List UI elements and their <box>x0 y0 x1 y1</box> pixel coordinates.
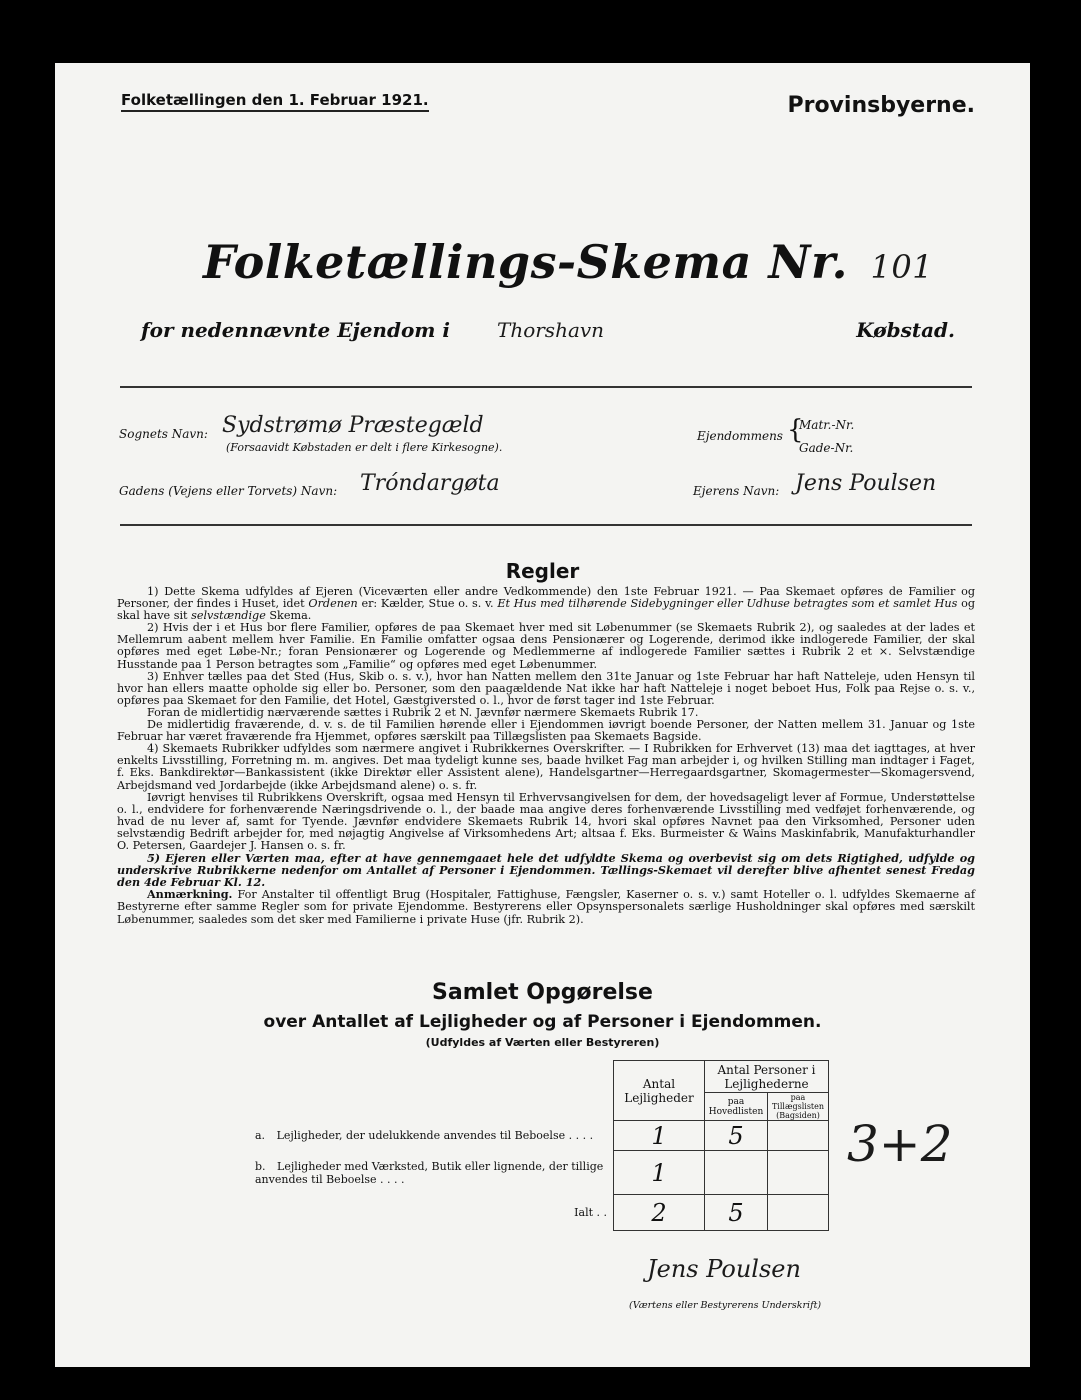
note-paragraph <box>117 888 975 925</box>
rule-2: 2) Hvis der i et Hus bor flere Familier, opføres de paa Skemaet hver med sit Løbenummer (se Skemaets Rubrik 2), og saaledes at der lades et Mellemrum aabent mellem hver Familie. En Familie omfatter ogsaa dens Pensionærer og Logerende, derimod ikke indlogerede Familier, der skal opføres med eget Løbe-Nr.; foran Pensionærer og Logerende og Medlemmerne af indlogerede Familier sættes i Rubrik 2 et ×. Selvstændige Husstande paa 1 Person betragtes som „Familie“ og opføres med eget Løbenummer. <box>117 621 975 671</box>
owner-label: Ejerens Navn: <box>693 484 780 498</box>
form-title-text: Folketællings-Skema Nr. <box>203 235 848 289</box>
row-a-main-list: 5 <box>705 1121 768 1151</box>
rule-1: 1) Dette Skema udfyldes af Ejeren (Viceværten eller andre Vedkommende) den 1ste Februar 1921. — Paa Skemaet opføres de Familier og Personer, der findes i Huset, idet Ordenen er: Kælder, Stue o. s. v. Et Hus med tilhørende Sidebygninger eller Udhuse betragtes som et samlet Hus og skal have sit selvstændige Skema. <box>117 585 975 623</box>
row-b-apartments: 1 <box>614 1151 705 1195</box>
divider-middle <box>120 524 972 526</box>
rule-5: 5) Ejeren eller Værten maa, efter at have gennemgaaet hele det udfyldte Skema og overbevist sig om dets Rigtighed, udfylde og underskrive Rubrikkerne nedenfor om Antallet af Personer i Ejendommen. Tællings-Skemaet vil derefter blive afhentet senest Fredag den 4de Februar Kl. 12. <box>117 851 975 890</box>
rule-3b: Foran de midlertidig nærværende sættes i Rubrik 2 et N. Jævnfør nærmere Skemaets Rubrik 17. <box>147 705 699 719</box>
region-header: Provinsbyerne. <box>787 93 975 118</box>
divider-top <box>120 386 972 388</box>
rule-4b: Iøvrigt henvises til Rubrikkens Overskrift, ogsaa med Hensyn til Erhvervsangivelsen for dem, der hovedsageligt lever af Formue, Understøttelse o. l., endvidere for forhenværende Næringsdrivende o. l., der baade maa angive deres forhenværende Livsstilling med vedføjet forhenværende, og hvad de nu lever af, samt for Tyende. Jævnfør endvidere Skemaets Rubrik 14, hvori skal opføres Navnet paa den Virksomhed, Personer uden selvstændig Bedrift arbejder for, med nøjagtig Angivelse af Virksomhedens Art; altsaa f. Eks. Burmeister & Wains Maskinfabrik, Manufakturhandler O. Petersen, Gaardejer J. Hansen o. s. fr. <box>117 790 975 852</box>
row-a-supplement <box>768 1121 829 1151</box>
gade-label: Gade-Nr. <box>799 441 854 455</box>
signature: Jens Poulsen <box>647 1255 801 1283</box>
row-a-apartments: 1 <box>614 1121 705 1151</box>
col-header-persons: Antal Personer i Lejlighederne <box>705 1061 829 1093</box>
total-supplement <box>768 1195 829 1231</box>
property-label: Ejendommens <box>697 429 783 443</box>
form-title <box>203 235 933 289</box>
parish-value: Sydstrømø Præstegæld <box>222 413 484 438</box>
rules-heading: Regler <box>505 559 580 583</box>
summary-note: (Udfyldes af Værten eller Bestyreren) <box>425 1036 660 1049</box>
property-subline <box>141 318 604 342</box>
row-b-supplement <box>768 1151 829 1195</box>
matr-label: Matr.-Nr. <box>799 418 855 432</box>
note-label: Anmærkning. <box>147 887 233 902</box>
parish-label: Sognets Navn: <box>119 427 208 441</box>
census-date-header: Folketællingen den 1. Februar 1921. <box>121 91 429 112</box>
rule-3: 3) Enhver tælles paa det Sted (Hus, Skib o. s. v.), hvor han Natten mellem den 31te Januar og 1ste Februar har haft Natteleje, uden Hensyn til hvor han ellers maatte opholde sig eller bo. Personer, som den paagældende Nat ikke har haft Natteleje i noget beboet Hus, Folk paa Rejse o. s. v., opføres paa Skemaet for den Familie, det Hotel, Gæstgiversted o. l., hvor de først tager ind 1ste Februar. <box>117 669 975 707</box>
subline-prefix: for nedennævnte Ejendom i <box>141 318 451 342</box>
total-main-list: 5 <box>705 1195 768 1231</box>
row-b-main-list <box>705 1151 768 1195</box>
kobstad-label: Købstad. <box>856 318 955 342</box>
property-brace: { <box>787 415 804 445</box>
row-b-label: b. Lejligheder med Værksted, Butik eller lignende, der tillige anvendes til Beboelse . . . . <box>251 1151 614 1195</box>
street-label: Gadens (Vejens eller Torvets) Navn: <box>119 484 338 498</box>
total-apartments: 2 <box>614 1195 705 1231</box>
total-label: Ialt . . <box>251 1195 614 1231</box>
street-value: Tróndargøta <box>360 471 500 496</box>
summary-title: Samlet Opgørelse <box>432 980 653 1005</box>
summary-table <box>251 1060 829 1231</box>
summary-spacer <box>251 1061 614 1121</box>
parish-note: (Forsaavidt Købstaden er delt i flere Kirkesogne). <box>226 441 503 454</box>
row-a-label: a. Lejligheder, der udelukkende anvendes til Beboelse . . . . <box>251 1121 614 1151</box>
summary-subtitle: over Antallet af Lejligheder og af Personer i Ejendommen. <box>263 1012 822 1032</box>
signature-caption: (Værtens eller Bestyrerens Underskrift) <box>629 1300 822 1311</box>
census-form <box>55 63 1030 1367</box>
col-header-supplement-list: paa Tillægslisten (Bagsiden) <box>768 1093 829 1121</box>
form-number: 101 <box>870 248 934 286</box>
rule-4: 4) Skemaets Rubrikker udfyldes som nærmere angivet i Rubrikkernes Overskrifter. — I Rubrikken for Erhvervet (13) maa det iagttages, at hver enkelts Livsstilling, Forretning m. m. angives. Det maa tydeligt kunne ses, baade hvilket Fag man arbejder i, og hvilken Stilling man indtager i Faget, f. Eks. Bankdirektør—Bankassistent (ikke Direktør eller Assistent alene), Handelsgartner—Herregaardsgartner, Skomagermester—Skomagersvend, Arbejdsmand ved Jordarbejde (ikke Arbejdsmand alene) o. s. fr. <box>117 742 975 792</box>
rules-body <box>117 586 975 926</box>
side-annotation: 3+2 <box>847 1115 953 1173</box>
col-header-main-list: paa Hovedlisten <box>705 1093 768 1121</box>
col-header-apartments: Antal Lejligheder <box>614 1061 705 1121</box>
owner-value: Jens Poulsen <box>795 471 937 496</box>
note-text: For Anstalter til offentligt Brug (Hospitaler, Fattighuse, Fængsler, Kaserner o. s. v.) samt Hoteller o. l. udfyldes Skemaerne af Bestyrerne efter samme Regler som for private Ejendomme. Bestyrerens eller Opsynspersonalets særlige Husholdninger skal opføres med særskilt Løbenummer, saaledes som det sker med Familierne i private Huse (jfr. Rubrik 2). <box>117 888 975 926</box>
town-value: Thorshavn <box>496 318 605 342</box>
rule-3c: De midlertidig fraværende, d. v. s. de til Familien hørende eller i Ejendommen iøvrigt boende Personer, der Natten mellem 31. Januar og 1ste Februar har været fraværende fra Hjemmet, opføres særskilt paa Tillægslisten paa Skemaets Bagside. <box>117 718 975 744</box>
